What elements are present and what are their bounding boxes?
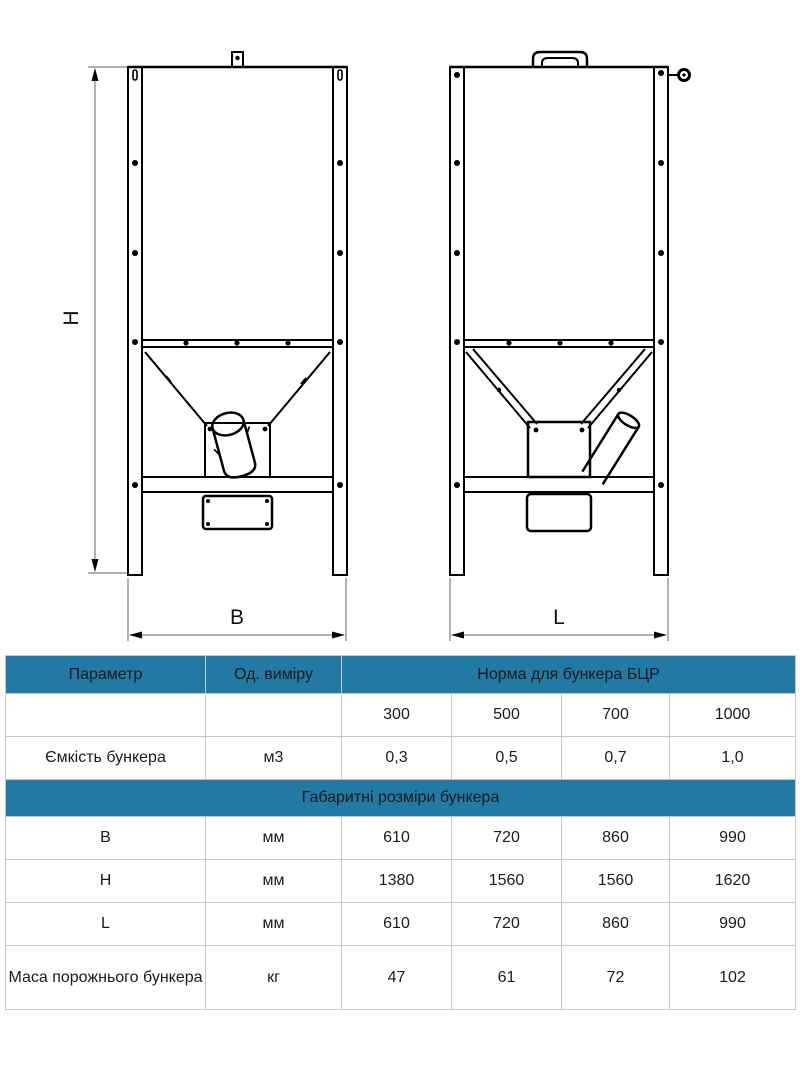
side-leg-bolts <box>454 70 664 488</box>
bolt-slot-icon <box>338 70 342 80</box>
table-header-row <box>6 656 796 694</box>
arrowhead-up-icon <box>92 68 99 81</box>
value-cell: 61 <box>452 946 562 1010</box>
dim-label-h: H <box>60 310 83 326</box>
unit-cell: мм <box>206 817 342 860</box>
param-mass: Маса порожнього бункера <box>6 946 206 1010</box>
side-funnel <box>466 349 652 428</box>
header-norm: Норма для бункера БЦР <box>342 656 796 694</box>
unit-cell: кг <box>206 946 342 1010</box>
front-right-leg <box>333 67 347 575</box>
table-row <box>6 817 796 860</box>
value-cell: 0,5 <box>452 737 562 780</box>
param-h: H <box>6 860 206 903</box>
side-drive-box <box>527 494 591 531</box>
value-cell: 720 <box>452 817 562 860</box>
lifting-lug-icon <box>232 52 243 67</box>
table-row <box>6 903 796 946</box>
side-outlet-bolts <box>534 428 585 433</box>
models-row <box>6 694 796 737</box>
value-cell: 0,7 <box>562 737 670 780</box>
arrowhead-right-icon <box>654 632 667 639</box>
front-drive-box <box>203 496 272 529</box>
unit-cell: м3 <box>206 737 342 780</box>
dimension-h <box>88 67 128 573</box>
header-param: Параметр <box>6 656 206 694</box>
lid-handle-icon <box>533 52 587 67</box>
model-500: 500 <box>452 694 562 737</box>
param-l: L <box>6 903 206 946</box>
front-left-leg <box>128 67 142 575</box>
arrowhead-left-icon <box>451 632 464 639</box>
side-funnel-bolts <box>497 388 621 392</box>
value-cell: 72 <box>562 946 670 1010</box>
side-cross-member <box>464 477 654 492</box>
header-unit: Од. виміру <box>206 656 342 694</box>
eyelet-icon <box>668 70 690 81</box>
table-cell <box>6 694 206 737</box>
model-700: 700 <box>562 694 670 737</box>
front-leg-bolts <box>132 160 343 488</box>
table-row <box>6 946 796 1010</box>
unit-cell: мм <box>206 903 342 946</box>
section-title: Габаритні розміри бункера <box>6 780 796 817</box>
value-cell: 860 <box>562 817 670 860</box>
dim-label-l: L <box>553 606 565 629</box>
value-cell: 990 <box>670 903 796 946</box>
arrowhead-right-icon <box>332 632 345 639</box>
param-b: B <box>6 817 206 860</box>
table-row <box>6 737 796 780</box>
front-cross-member <box>142 477 333 492</box>
value-cell: 610 <box>342 903 452 946</box>
side-right-leg <box>654 67 668 575</box>
unit-cell: мм <box>206 860 342 903</box>
front-hopper-bolts <box>183 340 290 345</box>
table-row <box>6 860 796 903</box>
side-hopper-bolts <box>506 340 613 345</box>
value-cell: 720 <box>452 903 562 946</box>
value-cell: 47 <box>342 946 452 1010</box>
auger-cylinder-icon <box>206 408 261 481</box>
value-cell: 1560 <box>452 860 562 903</box>
value-cell: 1,0 <box>670 737 796 780</box>
section-header-row <box>6 780 796 817</box>
value-cell: 1380 <box>342 860 452 903</box>
spec-table <box>5 655 796 1010</box>
model-300: 300 <box>342 694 452 737</box>
side-view <box>450 52 690 641</box>
model-1000: 1000 <box>670 694 796 737</box>
value-cell: 102 <box>670 946 796 1010</box>
table-cell <box>206 694 342 737</box>
value-cell: 610 <box>342 817 452 860</box>
value-cell: 860 <box>562 903 670 946</box>
side-left-leg <box>450 67 464 575</box>
param-capacity: Ємкість бункера <box>6 737 206 780</box>
value-cell: 1560 <box>562 860 670 903</box>
front-drive-bolts <box>206 499 269 526</box>
arrowhead-down-icon <box>92 559 99 572</box>
value-cell: 1620 <box>670 860 796 903</box>
arrowhead-left-icon <box>129 632 142 639</box>
bolt-slot-icon <box>133 70 137 80</box>
front-view <box>88 52 347 641</box>
value-cell: 990 <box>670 817 796 860</box>
value-cell: 0,3 <box>342 737 452 780</box>
dim-label-b: B <box>229 606 245 629</box>
